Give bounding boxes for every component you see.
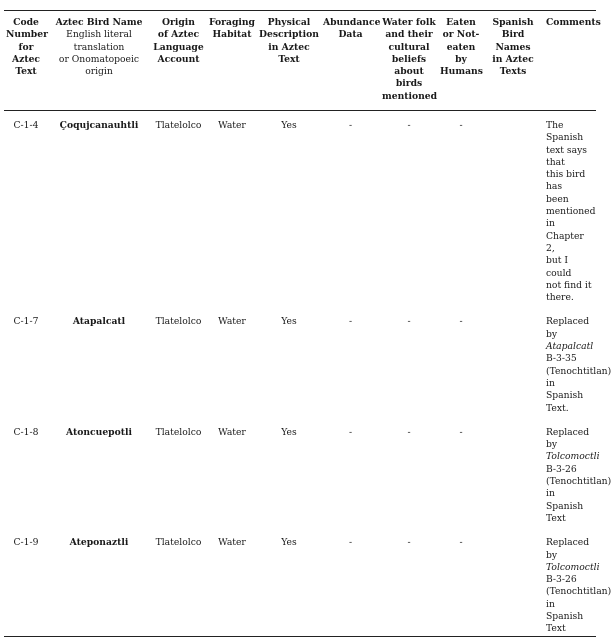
bird-name-cell: Atapalcatl (72, 316, 126, 328)
comment-line: mentioned in (546, 206, 596, 230)
table-body (4, 111, 611, 637)
beliefs-cell: - (407, 537, 411, 549)
comments-header (542, 11, 601, 111)
comment-line: Text (546, 512, 566, 524)
comment-line: been (546, 193, 569, 205)
origin-cell: Tlatelolco (155, 120, 202, 131)
header-line: Water folk (382, 17, 436, 28)
header-line: Comments (546, 17, 601, 28)
header-line: Abundance (323, 17, 381, 28)
foraging-habitat-header (207, 11, 257, 111)
code-cell: C-1-9 (13, 537, 39, 549)
header-line: Description (259, 29, 319, 41)
header-line: Data (338, 29, 363, 41)
header-line: or Onomatopoeic (58, 53, 140, 65)
header-line: mentioned (382, 90, 438, 102)
comment-line: Text (546, 623, 566, 635)
header-line: for (18, 41, 34, 53)
header-line: Texts (499, 66, 527, 78)
bird-name-cell: Ateponaztli (69, 537, 129, 549)
header-line: in Aztec Text (268, 41, 310, 65)
header-line: Code (13, 17, 39, 28)
eaten-cell: - (459, 426, 463, 438)
spanish-names-cell (484, 111, 542, 305)
spanish-names-cell (484, 415, 542, 525)
comment-line: Replaced by (546, 537, 590, 561)
header-line: Physical (267, 17, 311, 28)
table-row (4, 111, 596, 305)
eaten-cell: - (459, 316, 463, 328)
table-row (4, 415, 596, 525)
comment-line: text says that (546, 144, 588, 168)
origin-cell: Tlatelolco (155, 316, 202, 328)
comments-cell (542, 111, 596, 305)
header-line: translation (73, 41, 125, 53)
comment-line: but I could (546, 255, 572, 279)
code-cell: C-1-7 (13, 316, 39, 328)
physical-description-cell: Yes (281, 120, 297, 131)
comment-line: not find it (546, 279, 592, 291)
header-line: Origin (162, 17, 195, 28)
abundance-header (321, 11, 380, 111)
habitat-cell: Water (218, 120, 246, 131)
header-line: eaten by (446, 41, 476, 65)
comment-line: there. (546, 292, 574, 304)
habitat-cell: Water (218, 537, 246, 549)
table-row (4, 525, 596, 636)
comment-line: Chapter 2, (546, 230, 584, 254)
header-line: origin (85, 66, 113, 78)
aztec-bird-name-header (48, 11, 150, 111)
comment-species-name: Tolcomoctli (546, 561, 600, 573)
origin-cell: Tlatelolco (155, 537, 202, 549)
physical-description-header (257, 11, 321, 111)
comment-species-name: Atapalcatl (546, 341, 594, 353)
header-line: Aztec Bird Name (55, 17, 143, 28)
physical-description-cell: Yes (281, 537, 297, 549)
header-line: Habitat (212, 29, 252, 41)
abundance-cell: - (348, 426, 353, 438)
header-line: English literal (66, 29, 132, 41)
comment-line: this bird has (546, 169, 586, 193)
eaten-cell: - (459, 120, 463, 131)
bird-table (4, 10, 611, 637)
comment-line: Replaced by (546, 426, 590, 451)
comments-cell (542, 525, 611, 636)
spanish-names-cell (484, 304, 542, 414)
comments-cell (542, 415, 611, 525)
abundance-cell: - (348, 120, 353, 131)
bird-name-cell: Atoncuepotli (66, 426, 132, 438)
header-line: about (394, 66, 424, 78)
header-line: of Aztec (157, 29, 200, 41)
eaten-header (438, 11, 484, 111)
abundance-cell: - (348, 316, 353, 328)
spanish-names-cell (484, 525, 542, 636)
water-folk-beliefs-header (380, 11, 438, 111)
header-line: Account (157, 53, 200, 65)
comment-line: Text. (546, 402, 569, 414)
origin-header (150, 11, 207, 111)
beliefs-cell: - (407, 120, 411, 131)
comment-line: B-3-26 (546, 574, 577, 586)
comment-line: (Tenochtitlan) (546, 476, 611, 488)
header-line: Spanish (492, 17, 534, 28)
header-line: Bird Names (495, 29, 531, 53)
comment-line: in Spanish (546, 488, 584, 512)
header-line: Humans (440, 66, 483, 78)
header-line: birds (395, 78, 423, 90)
comments-cell (542, 304, 611, 414)
code-number-header (4, 11, 48, 111)
comment-line: in Spanish (546, 598, 584, 622)
header-line: Eaten (446, 17, 476, 28)
physical-description-cell: Yes (281, 316, 297, 328)
header-line: Language (153, 41, 204, 53)
comment-species-name: Tolcomoctli (546, 451, 600, 463)
header-line: in Aztec (492, 53, 534, 65)
beliefs-cell: - (407, 316, 411, 328)
comment-line: in Spanish (546, 377, 584, 402)
origin-cell: Tlatelolco (155, 426, 202, 438)
table-row (4, 304, 596, 414)
code-cell: C-1-4 (13, 120, 39, 131)
header-line: and their (385, 29, 433, 41)
physical-description-cell: Yes (281, 426, 297, 438)
header-line: Text (15, 66, 37, 78)
code-cell: C-1-8 (13, 426, 39, 438)
header-line: Foraging (209, 17, 255, 28)
comment-line: The Spanish (546, 120, 584, 144)
bird-name-cell: Çoqujcanauhtli (59, 120, 139, 131)
habitat-cell: Water (218, 316, 246, 328)
eaten-cell: - (459, 537, 463, 549)
comment-line: B-3-26 (546, 463, 577, 475)
comment-line: B-3-35 (546, 353, 577, 365)
header-line: Aztec (11, 53, 41, 65)
header-line: cultural (388, 41, 430, 53)
habitat-cell: Water (218, 426, 246, 438)
header-row (4, 11, 596, 111)
beliefs-cell: - (407, 426, 411, 438)
abundance-cell: - (348, 537, 353, 549)
comment-line: (Tenochtitlan) (546, 586, 611, 598)
comment-line: (Tenochtitlan) (546, 365, 611, 377)
comment-line: Replaced by (546, 316, 590, 340)
header-line: beliefs (391, 53, 427, 65)
header-line: or Not- (442, 29, 480, 41)
header-line: Number (6, 29, 48, 41)
spanish-bird-names-header (484, 11, 542, 111)
